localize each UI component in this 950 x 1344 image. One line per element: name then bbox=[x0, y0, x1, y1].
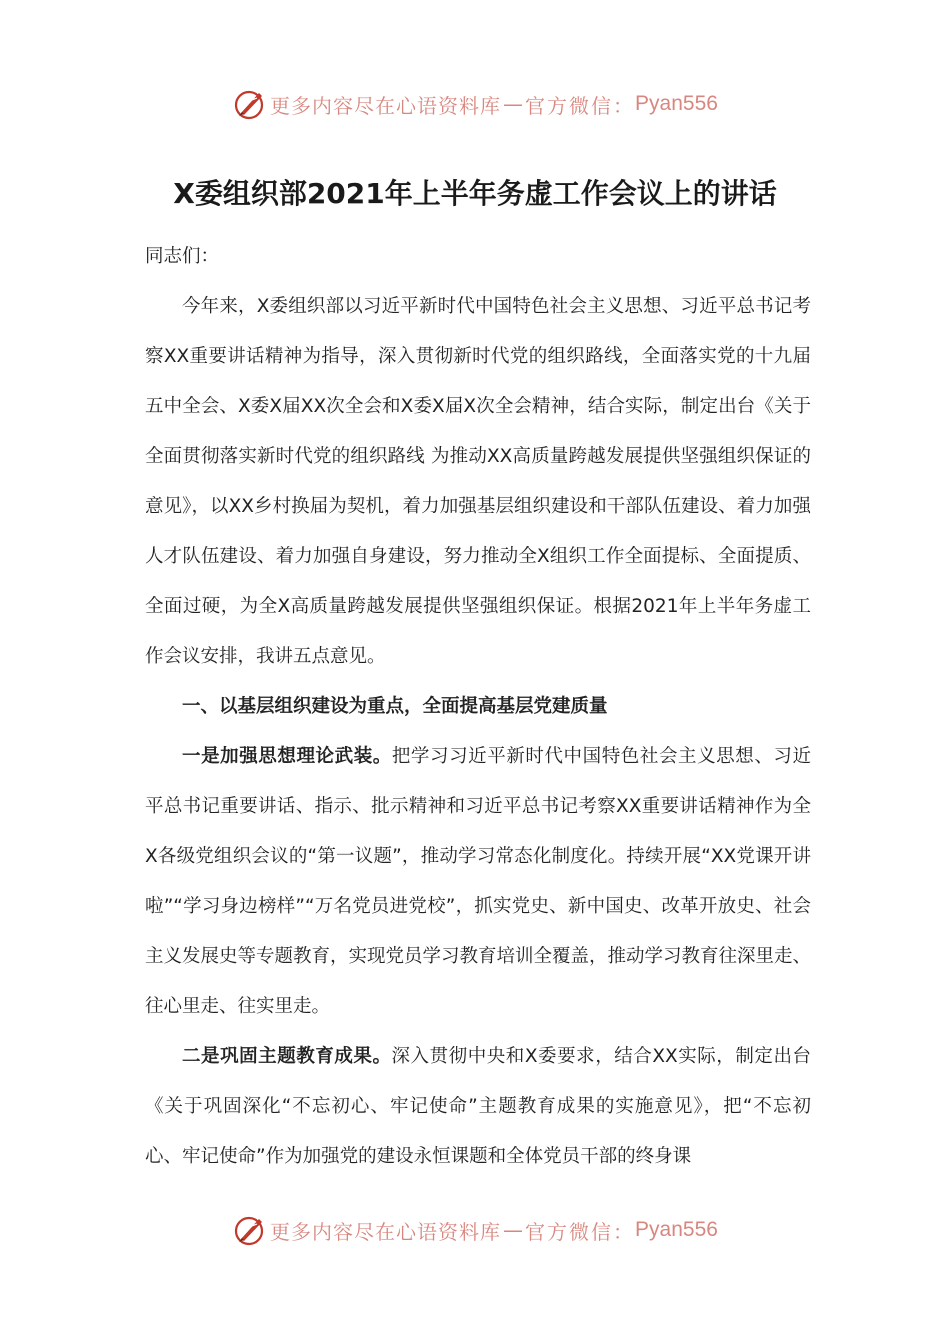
point-paragraph-2 bbox=[145, 1032, 811, 1182]
banner-wechat-id: Pyan556 bbox=[635, 92, 718, 115]
point-body-1: 把学习习近平新时代中国特色社会主义思想、习近平总书记重要讲话、指示、批示精神和习近平总书记考察XX重要讲话精神作为全X各级党组织会议的“第一议题”，推动学习常态化制度化。持续开展“XX党课开讲啦”“学习身边榜样”“万名党员进党校”，抓实党史、新中国史、改革开放史、社会主义发展史等专题教育，实现党员学习教育培训全覆盖，推动学习教育往深里走、往心里走、往实里走。 bbox=[145, 746, 812, 1017]
point-paragraph-1 bbox=[145, 732, 811, 1032]
intro-paragraph: 今年来，X委组织部以习近平新时代中国特色社会主义思想、习近平总书记考察XX重要讲话精神为指导，深入贯彻新时代党的组织路线，全面落实党的十九届五中全会、X委X届XX次全会和X委X届X次全会精神，结合实际，制定出台《关于全面贯彻落实新时代党的组织路线 为推动XX高质量跨越发展提供坚强组织保证的意见》，以XX乡村换届为契机，着力加强基层组织建设和干部队伍建设、着力加强人才队伍建设、着力加强自身建设，努力推动全X组织工作全面提标、全面提质、全面过硬，为全X高质量跨越发展提供坚强组织保证。根据2021年上半年务虚工作会议安排，我讲五点意见。 bbox=[145, 296, 811, 667]
banner-wechat-label: 官方微信： bbox=[525, 1219, 636, 1244]
header-banner bbox=[0, 82, 950, 126]
banner-wechat-id: Pyan556 bbox=[635, 1218, 718, 1241]
banner-wechat-label: 官方微信： bbox=[525, 93, 636, 118]
banner-separator: — bbox=[503, 1218, 524, 1242]
point-lead-2: 二是巩固主题教育成果。 bbox=[182, 1046, 392, 1067]
point-lead-1: 一是加强思想理论武装。 bbox=[182, 746, 392, 767]
footer-banner bbox=[0, 1208, 950, 1252]
section-heading-1: 一、以基层组织建设为重点，全面提高基层党建质量 bbox=[182, 696, 608, 717]
quill-pen-logo-icon bbox=[232, 86, 268, 122]
banner-slogan: 更多内容尽在心语资料库 bbox=[270, 93, 502, 118]
point-body-2: 深入贯彻中央和X委要求，结合XX实际，制定出台《关于巩固深化“不忘初心、牢记使命”主题教育成果的实施意见》，把“不忘初心、牢记使命”作为加强党的建设永恒课题和全体党员干部的终身课 bbox=[145, 1046, 811, 1167]
banner-slogan: 更多内容尽在心语资料库 bbox=[270, 1219, 502, 1244]
salutation: 同志们： bbox=[145, 246, 220, 267]
document-body bbox=[145, 232, 811, 1182]
document-title: X委组织部2021年上半年务虚工作会议上的讲话 bbox=[173, 177, 777, 210]
banner-separator: — bbox=[503, 92, 524, 116]
quill-pen-logo-icon bbox=[232, 1212, 268, 1248]
